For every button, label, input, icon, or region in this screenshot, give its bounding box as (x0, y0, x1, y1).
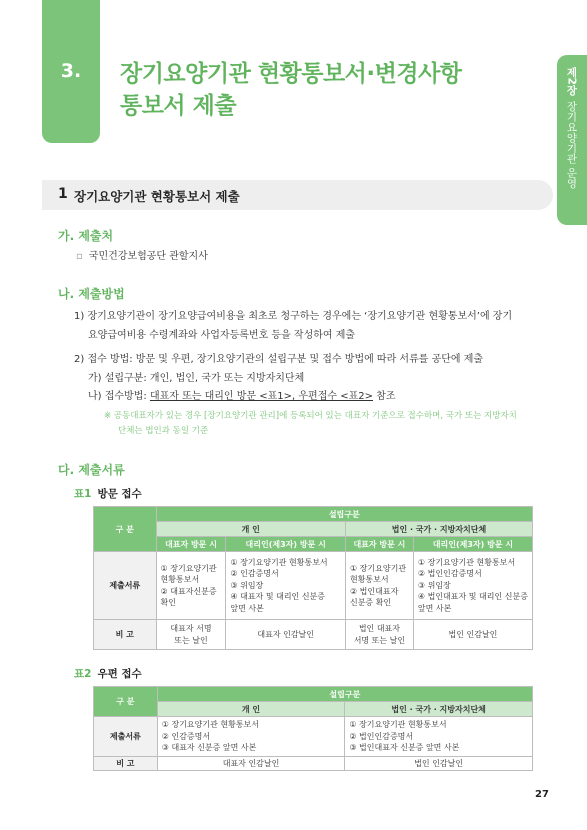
method-p2b-suffix: 참조 (373, 391, 396, 402)
cell-line: ② 대표자신분증 (160, 586, 217, 596)
t1-header-corp: 법인 · 국가 · 지방자치단체 (345, 522, 532, 537)
cell-line: ③ 법인대표자 신분증 앞면 사본 (349, 743, 460, 753)
method-p2: 2) 접수 방법: 방문 및 우편, 장기요양기관의 설립구분 및 접수 방법에 따라 서류를 공단에 제출 (74, 354, 484, 365)
cell-line: ③ 대표자 신분증 앞면 사본 (161, 743, 257, 753)
t1-cell (226, 552, 346, 620)
submit-to-item (76, 248, 208, 265)
cell-line: 신분증 확인 (349, 598, 392, 607)
cell-line: ④ 법인대표자 및 대리인 신분증 (417, 592, 528, 602)
t1-header-individual: 개 인 (156, 522, 345, 537)
t2-col-group: 구 분 (94, 687, 158, 717)
heading-documents: 다. 제출서류 (58, 463, 125, 477)
t1-subheader: 대표자 방문 시 (345, 537, 413, 552)
section-title: 장기요양기관 현황통보서 제출 (74, 189, 240, 204)
cell-line: ② 법인인감증명서 (417, 569, 482, 579)
chapter-title (120, 58, 462, 122)
submit-to-text: 국민건강보험공단 관할지사 (88, 251, 208, 262)
t1-cell (345, 620, 413, 650)
cell-line: ① 장기요양기관 현황통보서 (417, 557, 516, 567)
t1-row-remarks-label: 비 고 (94, 620, 157, 650)
table-reference-link[interactable]: 대표자 또는 대리인 방문 <표1>, 우편접수 <표2> (149, 391, 373, 402)
t2-header-individual: 개 인 (157, 702, 345, 717)
table1-label (74, 486, 142, 501)
note-line2: 단체는 법인과 동일 기준 (118, 426, 209, 436)
cell-line: 확인 (160, 598, 177, 607)
t1-col-group: 구 분 (94, 507, 157, 552)
t1-cell (226, 620, 346, 650)
t2-cell (345, 717, 533, 757)
cell-line: 대표자 인감날인 (257, 629, 314, 639)
cell-line: 앞면 사본 (417, 603, 452, 613)
t2-header-main: 설립구분 (157, 687, 532, 702)
chapter-title-line2: 통보서 제출 (120, 93, 237, 119)
t1-cell (156, 552, 226, 620)
note-line1: ※ 공동대표자가 있는 경우 [장기요양기관 관리]에 등록되어 있는 대표자 기준으로 접수하며, 국가 또는 지방자치 (104, 411, 517, 421)
method-p1-line2: 요양급여비용 수령계좌와 사업자등록번호 등을 작성하여 제출 (88, 330, 356, 341)
t2-cell (157, 717, 345, 757)
method-p2b (88, 388, 396, 405)
t1-subheader: 대표자 방문 시 (156, 537, 226, 552)
cell-line: ② 인감증명서 (161, 731, 211, 741)
cell-line: 법인 인감날인 (448, 629, 498, 639)
t2-row-remarks-label: 비 고 (94, 757, 158, 771)
table1-label-num: 표1 (74, 488, 92, 500)
cell-line: ① 장기요양기관 (160, 563, 217, 573)
cell-line: ② 법인대표자 (349, 586, 399, 596)
section-header (42, 180, 553, 210)
cell-line: ① 장기요양기관 현황통보서 (349, 720, 447, 730)
bullet-icon: ▫ (76, 251, 83, 262)
method-p1-line1: 1) 장기요양기관이 장기요양급여비용을 최초로 청구하는 경우에는 ‘장기요양기관 현황통보서’에 장기 (74, 311, 513, 322)
side-tab-text (557, 67, 587, 189)
t1-cell (345, 552, 413, 620)
table-mail (93, 686, 533, 771)
t1-subheader: 대리인(제3자) 방문 시 (413, 537, 532, 552)
cell-line: 법인 대표자 (358, 624, 401, 633)
cell-line: ② 인감증명서 (230, 569, 279, 579)
table2-label (74, 666, 142, 681)
section-number: 1 (58, 186, 68, 202)
method-p2a: 가) 설립구분: 개인, 법인, 국가 또는 지방자치단체 (88, 373, 305, 384)
table1-label-text: 방문 접수 (97, 488, 142, 500)
cell-line: ② 법인인감증명서 (349, 731, 414, 741)
t1-row-documents-label: 제출서류 (94, 552, 157, 620)
t2-cell: 법인 인감날인 (345, 757, 533, 771)
page-number: 27 (535, 789, 549, 800)
cell-line: ① 장기요양기관 (349, 563, 407, 573)
method-p2b-prefix: 나) 접수방법: (88, 391, 150, 402)
chapter-number: 3. (60, 60, 82, 82)
t1-cell (156, 620, 226, 650)
chapter-badge (42, 0, 100, 143)
t1-cell (413, 552, 532, 620)
chapter-title-line1: 장기요양기관 현황통보서·변경사항 (120, 61, 462, 87)
side-tab-part: 제2장 (565, 67, 578, 96)
cell-line: 현황통보서 (349, 575, 389, 584)
cell-line: ① 장기요양기관 현황통보서 (161, 720, 260, 730)
cell-line: 또는 날인 (174, 635, 208, 645)
heading-submit-to: 가. 제출처 (58, 229, 114, 243)
cell-line: 서명 또는 날인 (353, 635, 406, 645)
t2-row-documents-label: 제출서류 (94, 717, 158, 757)
cell-line: ③ 위임장 (417, 580, 451, 590)
table-visit (93, 506, 533, 650)
side-tab-title: 장기요양기관 운영 (565, 101, 578, 189)
heading-submit-method: 나. 제출방법 (58, 287, 125, 301)
cell-line: 현황통보서 (160, 575, 200, 584)
side-chapter-tab[interactable] (557, 55, 587, 225)
cell-line: 대표자 서명 (170, 624, 212, 633)
t2-cell: 대표자 인감날인 (157, 757, 345, 771)
cell-line: ④ 대표자 및 대리인 신분증 (230, 592, 326, 602)
cell-line: 앞면 사본 (230, 603, 264, 613)
t2-header-corp: 법인 · 국가 · 지방자치단체 (345, 702, 533, 717)
table2-label-num: 표2 (74, 668, 92, 680)
t1-header-main: 설립구분 (156, 507, 532, 522)
cell-line: ① 장기요양기관 현황통보서 (230, 557, 328, 567)
table2-label-text: 우편 접수 (97, 668, 142, 680)
t1-cell (413, 620, 532, 650)
t1-subheader: 대리인(제3자) 방문 시 (226, 537, 346, 552)
cell-line: ③ 위임장 (230, 580, 264, 590)
